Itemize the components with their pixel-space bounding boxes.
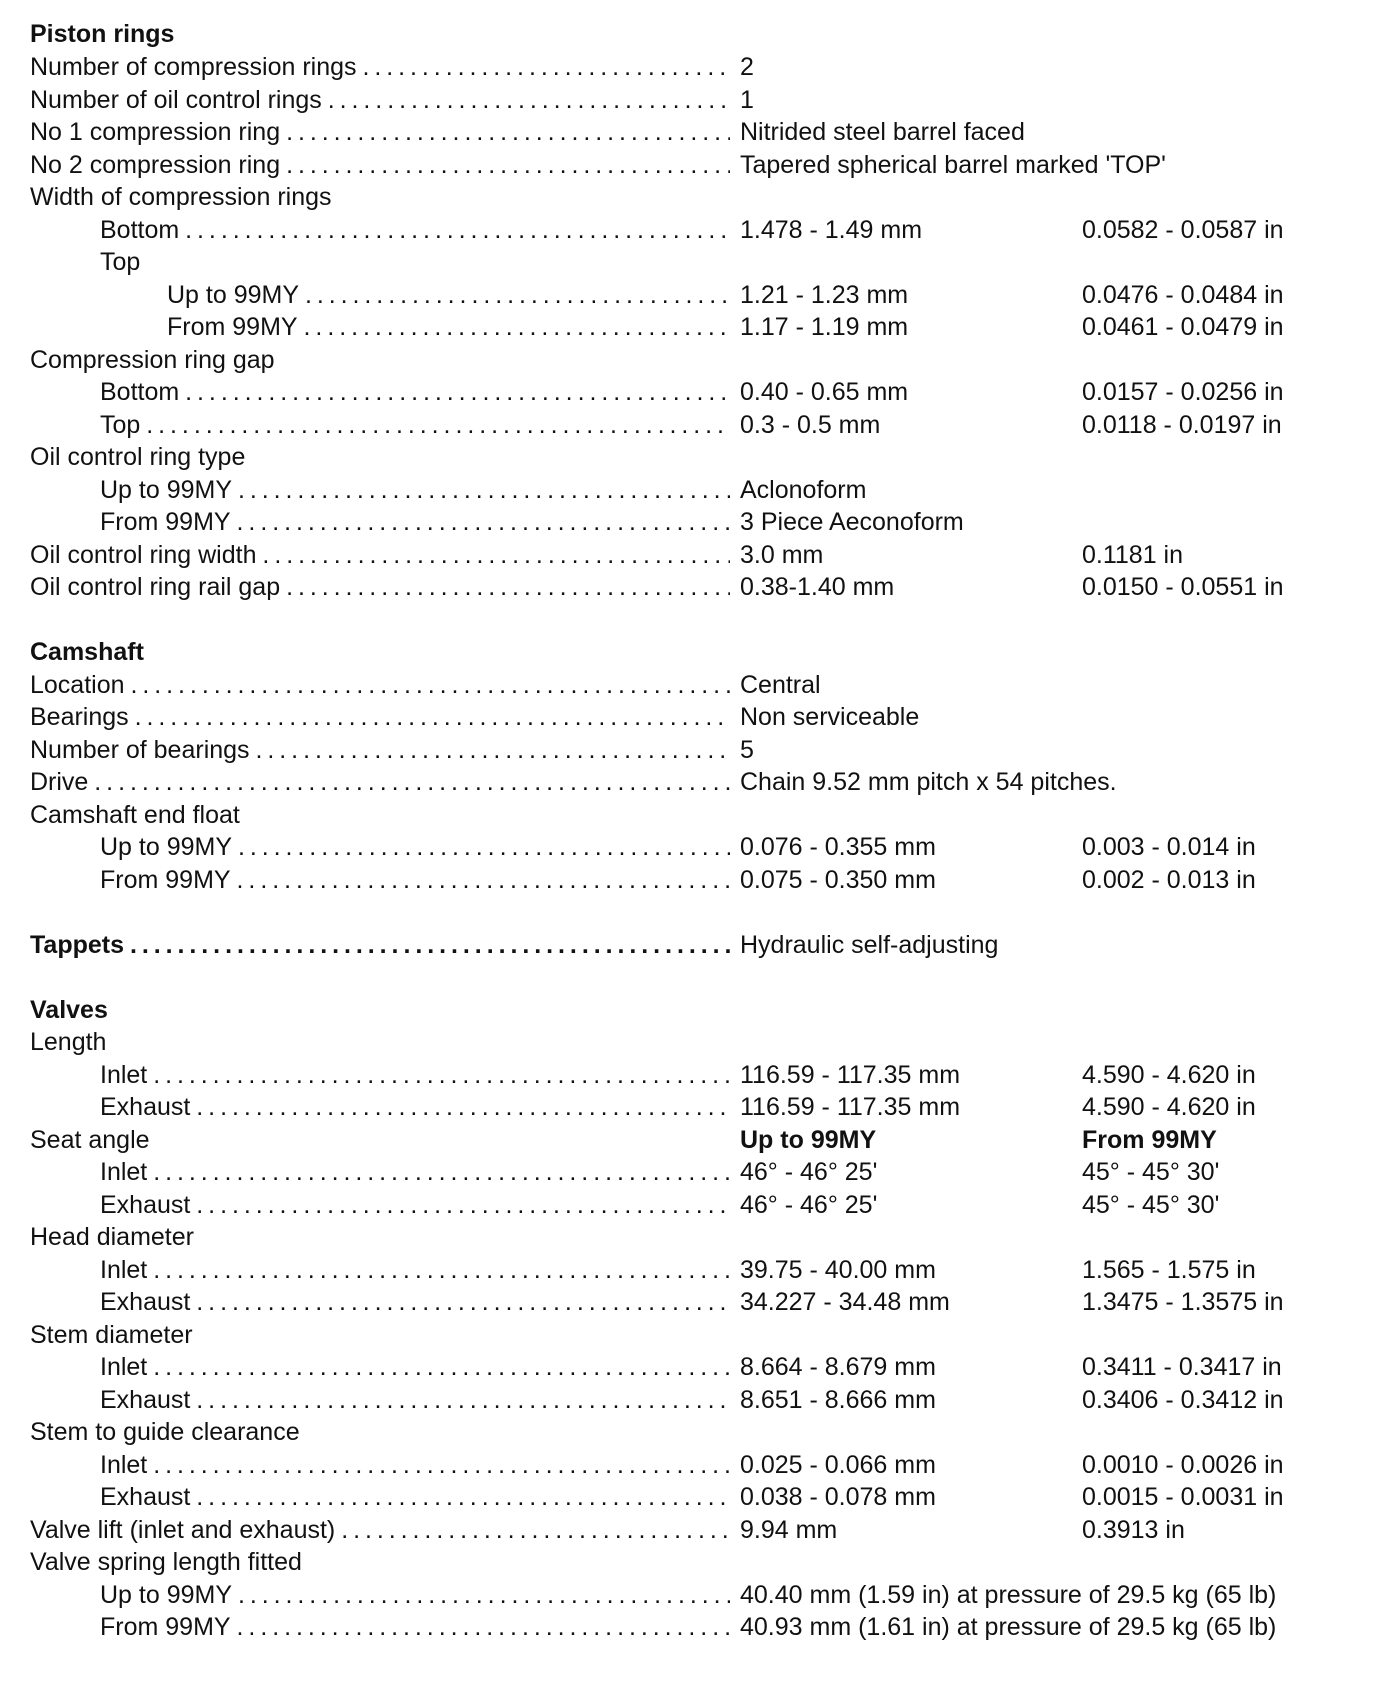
spec-label: Exhaust . . . xyxy=(100,1481,730,1513)
spec-value-mm: 1.478 - 1.49 mm xyxy=(740,216,923,244)
section-camshaft xyxy=(0,636,1376,668)
spec-value-in: 0.0582 - 0.0587 in xyxy=(1082,216,1284,244)
spec-row xyxy=(0,1351,1376,1383)
spec-value: 46° - 46° 25' xyxy=(740,1191,878,1219)
spec-value-mm: 0.3 - 0.5 mm xyxy=(740,411,881,439)
spec-label: Exhaust . . . xyxy=(100,1384,730,1416)
spec-row xyxy=(0,1384,1376,1416)
spec-label: Top . . . xyxy=(100,409,730,441)
spec-row xyxy=(0,474,1376,506)
spec-label: Inlet . . . xyxy=(100,1254,730,1286)
spec-row xyxy=(0,1579,1376,1611)
spec-value-mm: 0.38-1.40 mm xyxy=(740,573,895,601)
spec-row xyxy=(0,766,1376,798)
spec-row xyxy=(0,409,1376,441)
spec-row xyxy=(0,701,1376,733)
spec-value-mm: 0.075 - 0.350 mm xyxy=(740,866,936,894)
spec-row xyxy=(0,311,1376,343)
spec-value-mm: 0.025 - 0.066 mm xyxy=(740,1451,936,1479)
spec-label: Valve spring length fitted xyxy=(30,1548,302,1576)
spec-row xyxy=(0,1514,1376,1546)
spec-value-in: 0.0118 - 0.0197 in xyxy=(1082,411,1282,439)
spec-label: Width of compression rings xyxy=(30,183,332,211)
spec-label: Bearings . . . xyxy=(30,701,730,733)
spec-value: 1 xyxy=(740,86,754,114)
spec-value-in: 0.0150 - 0.0551 in xyxy=(1082,573,1284,601)
spec-row xyxy=(0,1254,1376,1286)
spec-row xyxy=(0,376,1376,408)
spec-value-in: 0.3411 - 0.3417 in xyxy=(1082,1353,1282,1381)
spec-row xyxy=(0,864,1376,896)
section-heading: Tappets . . . xyxy=(30,929,730,961)
spec-row xyxy=(0,84,1376,116)
spec-row xyxy=(0,831,1376,863)
spec-label: Bottom . . . xyxy=(100,376,730,408)
spec-row xyxy=(0,279,1376,311)
spec-group-label xyxy=(0,1026,1376,1058)
spec-value-in: 0.0157 - 0.0256 in xyxy=(1082,378,1284,406)
spec-value-mm: 3.0 mm xyxy=(740,541,824,569)
spec-label: Oil control ring type xyxy=(30,443,246,471)
spec-value: Aclonoform xyxy=(740,476,867,504)
spec-label: Inlet . . . xyxy=(100,1059,730,1091)
spec-value-mm: 0.038 - 0.078 mm xyxy=(740,1483,936,1511)
spec-row xyxy=(0,1286,1376,1318)
spec-value: 40.40 mm (1.59 in) at pressure of 29.5 kg (65 lb) xyxy=(740,1581,1277,1609)
spec-value: 45° - 45° 30' xyxy=(1082,1158,1220,1186)
spec-value: 5 xyxy=(740,736,754,764)
spec-row xyxy=(0,1059,1376,1091)
spec-label: From 99MY . . . xyxy=(167,311,730,343)
spec-value: 2 xyxy=(740,53,754,81)
spec-group-label xyxy=(0,441,1376,473)
spec-group-label xyxy=(0,344,1376,376)
section-valves xyxy=(0,994,1376,1026)
spec-label: From 99MY . . . xyxy=(100,864,730,896)
spec-group-label xyxy=(0,1221,1376,1253)
spec-value: Non serviceable xyxy=(740,703,920,731)
spec-label: Up to 99MY . . . xyxy=(100,1579,730,1611)
spec-value-in: 4.590 - 4.620 in xyxy=(1082,1061,1256,1089)
spec-row xyxy=(0,149,1376,181)
spec-row xyxy=(0,51,1376,83)
spec-value-mm: 0.40 - 0.65 mm xyxy=(740,378,909,406)
spec-row xyxy=(0,116,1376,148)
spec-label: Up to 99MY . . . xyxy=(100,831,730,863)
spec-value-in: 0.0461 - 0.0479 in xyxy=(1082,313,1284,341)
spec-value-mm: 0.076 - 0.355 mm xyxy=(740,833,936,861)
spec-value-in: 0.1181 in xyxy=(1082,541,1184,569)
spec-label: Stem diameter xyxy=(30,1321,193,1349)
spec-value-mm: 8.664 - 8.679 mm xyxy=(740,1353,936,1381)
spec-value-in: 0.0010 - 0.0026 in xyxy=(1082,1451,1284,1479)
spec-value: 3 Piece Aeconoform xyxy=(740,508,964,536)
spec-row xyxy=(0,506,1376,538)
column-heading: Up to 99MY xyxy=(740,1126,877,1154)
spec-value: 40.93 mm (1.61 in) at pressure of 29.5 kg (65 lb) xyxy=(740,1613,1277,1641)
spec-label: From 99MY . . . xyxy=(100,506,730,538)
spec-value-in: 0.003 - 0.014 in xyxy=(1082,833,1256,861)
spec-label: Stem to guide clearance xyxy=(30,1418,300,1446)
spec-group-label xyxy=(0,1416,1376,1448)
spec-row xyxy=(0,214,1376,246)
section-heading: Valves xyxy=(30,996,108,1024)
spec-label: Seat angle xyxy=(30,1126,150,1154)
spec-label: No 2 compression ring . . . xyxy=(30,149,730,181)
spec-label: Bottom . . . xyxy=(100,214,730,246)
spec-label: Up to 99MY . . . xyxy=(167,279,730,311)
spec-row xyxy=(0,539,1376,571)
section-piston-rings xyxy=(0,18,1376,50)
spec-label: Exhaust . . . xyxy=(100,1189,730,1221)
column-heading: From 99MY xyxy=(1082,1126,1217,1154)
spec-label: Number of compression rings . . . xyxy=(30,51,730,83)
spec-value-mm: 39.75 - 40.00 mm xyxy=(740,1256,936,1284)
spec-value-in: 0.0476 - 0.0484 in xyxy=(1082,281,1284,309)
spec-group-label xyxy=(0,1546,1376,1578)
spec-row xyxy=(0,1091,1376,1123)
spec-value: Hydraulic self-adjusting xyxy=(740,931,999,959)
spec-label: Location . . . xyxy=(30,669,730,701)
spec-group-label xyxy=(0,1319,1376,1351)
spec-row xyxy=(0,1611,1376,1643)
spec-label: No 1 compression ring . . . xyxy=(30,116,730,148)
spec-value-in: 1.565 - 1.575 in xyxy=(1082,1256,1256,1284)
spec-value-mm: 9.94 mm xyxy=(740,1516,838,1544)
spec-group-label xyxy=(0,1124,1376,1156)
spec-row xyxy=(0,669,1376,701)
spec-label: Drive . . . xyxy=(30,766,730,798)
spec-group-label xyxy=(0,246,1376,278)
spec-value-in: 1.3475 - 1.3575 in xyxy=(1082,1288,1284,1316)
spec-label: Inlet . . . xyxy=(100,1156,730,1188)
spec-label: Oil control ring width . . . xyxy=(30,539,730,571)
spec-label: Length xyxy=(30,1028,107,1056)
section-tappets xyxy=(0,929,1376,961)
section-heading: Camshaft xyxy=(30,638,144,666)
spec-row xyxy=(0,734,1376,766)
spec-label: Inlet . . . xyxy=(100,1351,730,1383)
spec-value: Central xyxy=(740,671,821,699)
spec-row xyxy=(0,1156,1376,1188)
spec-row xyxy=(0,1481,1376,1513)
spec-value-in: 4.590 - 4.620 in xyxy=(1082,1093,1256,1121)
spec-value-in: 0.002 - 0.013 in xyxy=(1082,866,1256,894)
spec-label: Oil control ring rail gap . . . xyxy=(30,571,730,603)
spec-value: Tapered spherical barrel marked 'TOP' xyxy=(740,151,1166,179)
spec-label: Valve lift (inlet and exhaust) . . . xyxy=(30,1514,730,1546)
spec-label: Compression ring gap xyxy=(30,346,275,374)
spec-value-mm: 1.17 - 1.19 mm xyxy=(740,313,909,341)
spec-value-mm: 8.651 - 8.666 mm xyxy=(740,1386,936,1414)
spec-value-in: 0.0015 - 0.0031 in xyxy=(1082,1483,1284,1511)
spec-label: Up to 99MY . . . xyxy=(100,474,730,506)
spec-value-in: 0.3406 - 0.3412 in xyxy=(1082,1386,1284,1414)
section-heading: Piston rings xyxy=(30,20,175,48)
spec-label: From 99MY . . . xyxy=(100,1611,730,1643)
spec-row xyxy=(0,1189,1376,1221)
spec-label: Camshaft end float xyxy=(30,801,240,829)
spec-label: Exhaust . . . xyxy=(100,1091,730,1123)
spec-value-mm: 116.59 - 117.35 mm xyxy=(740,1093,961,1121)
spec-value-mm: 1.21 - 1.23 mm xyxy=(740,281,909,309)
spec-value: 45° - 45° 30' xyxy=(1082,1191,1220,1219)
spec-row xyxy=(0,1449,1376,1481)
spec-label: Number of bearings . . . xyxy=(30,734,730,766)
spec-label: Inlet . . . xyxy=(100,1449,730,1481)
spec-row xyxy=(0,571,1376,603)
spec-value-in: 0.3913 in xyxy=(1082,1516,1185,1544)
spec-label: Number of oil control rings . . . xyxy=(30,84,730,116)
spec-value: 46° - 46° 25' xyxy=(740,1158,878,1186)
spec-value-mm: 116.59 - 117.35 mm xyxy=(740,1061,961,1089)
spec-value: Nitrided steel barrel faced xyxy=(740,118,1025,146)
spec-label: Top xyxy=(100,248,141,276)
spec-value: Chain 9.52 mm pitch x 54 pitches. xyxy=(740,768,1117,796)
spec-group-label xyxy=(0,799,1376,831)
spec-value-mm: 34.227 - 34.48 mm xyxy=(740,1288,950,1316)
spec-group-label xyxy=(0,181,1376,213)
spec-label: Exhaust . . . xyxy=(100,1286,730,1318)
spec-label: Head diameter xyxy=(30,1223,194,1251)
